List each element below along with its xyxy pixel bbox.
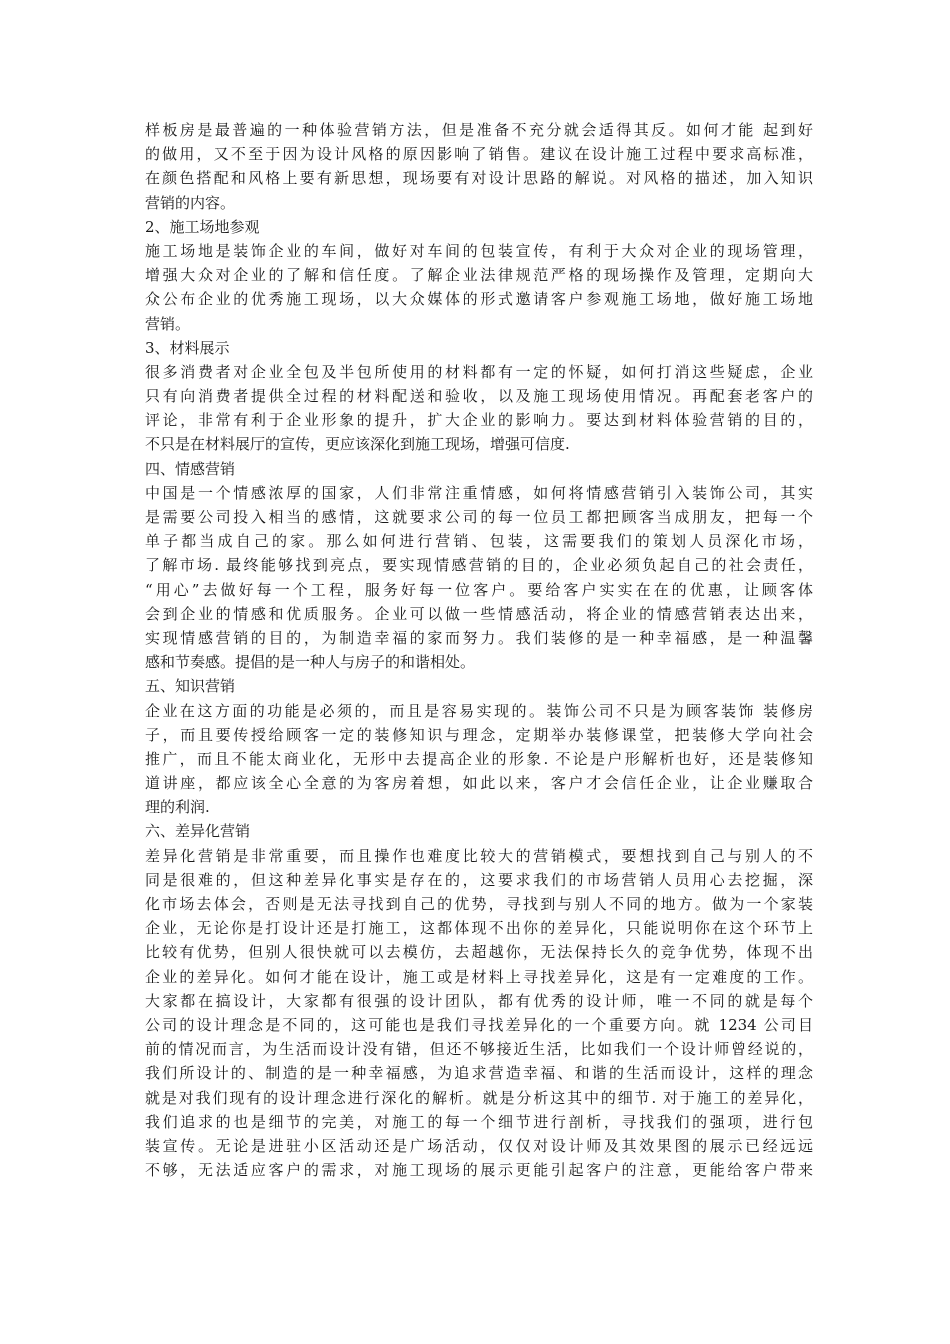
paragraph-line: 我们追求的也是细节的完美，对施工的每一个细节进行剖析，寻找我们的强项，进行包 bbox=[145, 1112, 813, 1131]
paragraph-line: 企业的差异化。如何才能在设计，施工或是材料上寻找差异化，这是有一定难度的工作。 bbox=[145, 967, 813, 986]
section-heading: 3、材料展示 bbox=[145, 338, 230, 357]
paragraph-line: 施工场地是装饰企业的车间，做好对车间的包装宣传，有利于大众对企业的现场管理， bbox=[145, 241, 813, 260]
paragraph-line: 营销的内容。 bbox=[145, 193, 236, 212]
document-body bbox=[145, 118, 813, 1182]
paragraph-line: 的做用，又不至于因为设计风格的原因影响了销售。建议在设计施工过程中要求高标准， bbox=[145, 145, 813, 164]
paragraph-line: 企业在这方面的功能是必须的，而且是容易实现的。装饰公司不只是为顾客装饰 装修房 bbox=[145, 701, 813, 720]
paragraph-line: 不够，无法适应客户的需求，对施工现场的展示更能引起客户的注意，更能给客户带来 bbox=[145, 1161, 813, 1180]
paragraph-line: 我们所设计的、制造的是一种幸福感，为追求营造幸福、和谐的生活而设计，这样的理念 bbox=[145, 1064, 813, 1083]
paragraph-line: 就是对我们现有的设计理念进行深化的解析。就是分析这其中的细节. 对于施工的差异化， bbox=[145, 1088, 813, 1107]
paragraph-line: 营销。 bbox=[145, 314, 191, 333]
paragraph-line: 不只是在材料展厅的宣传，更应该深化到施工现场，增强可信度. bbox=[145, 435, 570, 454]
paragraph-line: 很多消费者对企业全包及半包所使用的材料都有一定的怀疑，如何打消这些疑虑，企业 bbox=[145, 362, 813, 381]
paragraph-line: 同是很难的，但这种差异化事实是存在的，这要求我们的市场营销人员用心去挖掘，深 bbox=[145, 870, 813, 889]
section-heading: 四、情感营销 bbox=[145, 459, 236, 478]
paragraph-line: 差异化营销是非常重要，而且操作也难度比较大的营销模式，要想找到自己与别人的不 bbox=[145, 846, 813, 865]
paragraph-line: 增强大众对企业的了解和信任度。了解企业法律规范严格的现场操作及管理，定期向大 bbox=[145, 266, 813, 285]
paragraph-line: 在颜色搭配和风格上要有新思想，现场要有对设计思路的解说。对风格的描述，加入知识 bbox=[145, 169, 813, 188]
section-heading: 2、施工场地参观 bbox=[145, 217, 260, 236]
paragraph-line: 化市场去体会，否则是无法寻找到自己的优势，寻找到与别人不同的地方。做为一个家装 bbox=[145, 895, 813, 913]
paragraph-line: 会到企业的情感和优质服务。企业可以做一些情感活动，将企业的情感营销表达出来， bbox=[145, 604, 813, 623]
paragraph-line: 前的情况而言，为生活而设计没有错，但还不够接近生活，比如我们一个设计师曾经说的， bbox=[145, 1040, 813, 1059]
paragraph-line: 单子都当成自己的家。那么如何进行营销、包装，这需要我们的策划人员深化市场， bbox=[145, 532, 813, 551]
paragraph-line: “用心”去做好每一个工程，服务好每一位客户。要给客户实实在在的优惠，让顾客体 bbox=[145, 580, 813, 599]
section-heading: 五、知识营销 bbox=[145, 677, 236, 696]
paragraph-line: 了解市场. 最终能够找到亮点，要实现情感营销的目的，企业必须负起自己的社会责任， bbox=[145, 556, 813, 575]
paragraph-line: 道讲座，都应该全心全意的为客房着想，如此以来，客户才会信任企业，让企业赚取合 bbox=[145, 774, 813, 793]
paragraph-line: 是需要公司投入相当的感情，这就要求公司的每一位员工都把顾客当成朋友，把每一个 bbox=[145, 508, 813, 526]
paragraph-line: 子，而且要传授给顾客一定的装修知识与理念，定期举办装修课堂，把装修大学向社会 bbox=[145, 725, 813, 744]
paragraph-line: 样板房是最普遍的一种体验营销方法，但是准备不充分就会适得其反。如何才能 起到好 bbox=[145, 121, 813, 139]
paragraph-line: 理的利润. bbox=[145, 798, 210, 817]
paragraph-line: 感和节奏感。提倡的是一种人与房子的和谐相处。 bbox=[145, 653, 476, 672]
paragraph-line: 中国是一个情感浓厚的国家，人们非常注重情感，如何将情感营销引入装饰公司，其实 bbox=[145, 483, 813, 502]
paragraph-line: 推广，而且不能太商业化，无形中去提高企业的形象. 不论是户形解析也好，还是装修知 bbox=[145, 749, 813, 768]
paragraph-line: 大家都在搞设计，大家都有很强的设计团队，都有优秀的设计师，唯一不同的就是每个 bbox=[145, 991, 813, 1010]
paragraph-line: 企业，无论你是打设计还是打施工，这都体现不出你的差异化，只能说明你在这个环节上 bbox=[145, 919, 813, 938]
section-heading: 六、差异化营销 bbox=[145, 822, 251, 841]
paragraph-line: 实现情感营销的目的，为制造幸福的家而努力。我们装修的是一种幸福感，是一种温馨 bbox=[145, 628, 813, 647]
paragraph-line: 比较有优势，但别人很快就可以去模仿，去超越你，无法保持长久的竞争优势，体现不出 bbox=[145, 943, 813, 962]
paragraph-line: 只有向消费者提供全过程的材料配送和验收，以及施工现场使用情况。再配套老客户的 bbox=[145, 387, 813, 406]
paragraph-line: 公司的设计理念是不同的，这可能也是我们寻找差异化的一个重要方向。就 1234 公司目 bbox=[145, 1015, 813, 1034]
paragraph-line: 装宣传。无论是进驻小区活动还是广场活动，仅仅对设计师及其效果图的展示已经远远 bbox=[145, 1136, 813, 1155]
paragraph-line: 评论，非常有利于企业形象的提升，扩大企业的影响力。要达到材料体验营销的目的， bbox=[145, 411, 813, 430]
paragraph-line: 众公布企业的优秀施工现场，以大众媒体的形式邀请客户参观施工场地，做好施工场地 bbox=[145, 290, 813, 309]
